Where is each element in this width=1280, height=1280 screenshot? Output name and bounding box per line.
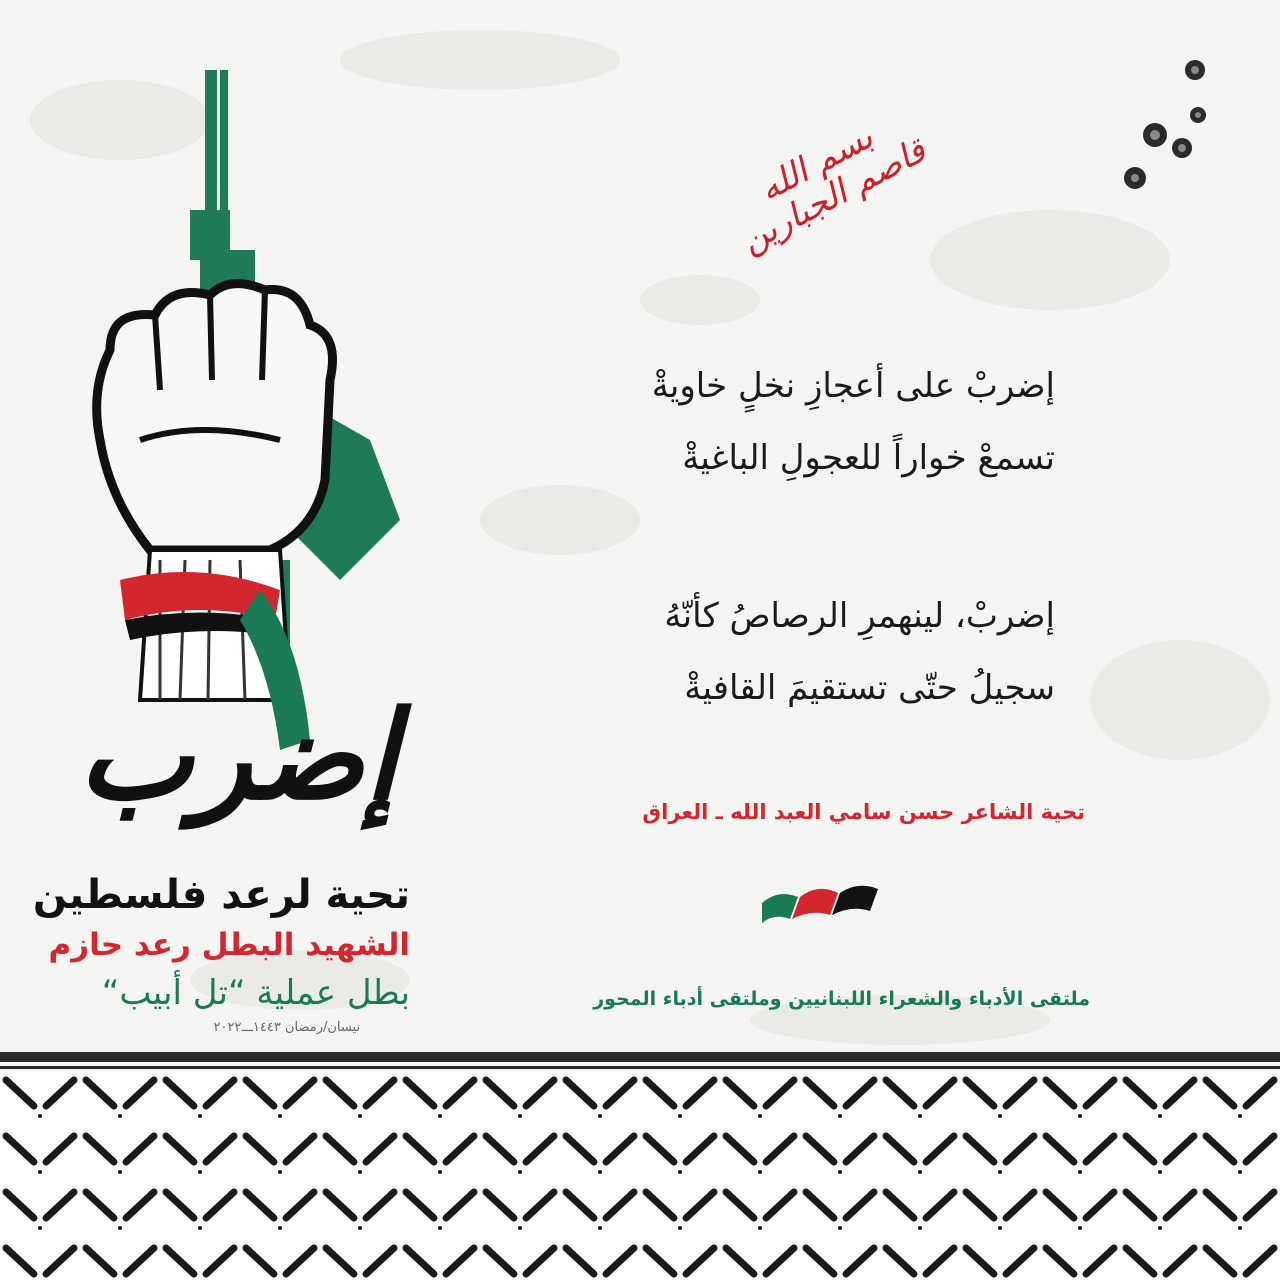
operation-title: بطل عملية “تل أبيب“ xyxy=(101,973,410,1013)
verse-1: إضربْ على أعجازِ نخلٍ خاويةْ xyxy=(651,366,1055,406)
verse-2: تسمعْ خواراً للعجولِ الباغيةْ xyxy=(682,438,1055,478)
verse-3: إضربْ، لينهمرِ الرصاصُ كأنّهُ xyxy=(664,596,1055,636)
verse-4: سجيلُ حتّى تستقيمَ القافيةْ xyxy=(684,668,1055,708)
bullet-hole-icon xyxy=(1110,50,1220,200)
date-line: نيسان/رمضان ١٤٤٣ـــ٢٠٢٢ xyxy=(213,1020,360,1035)
main-calligraphy-word: إضرب xyxy=(78,683,398,827)
headline: تحية لرعد فلسطين xyxy=(32,872,410,918)
poet-tribute: تحية الشاعر حسن سامي العبد الله ـ العراق xyxy=(642,800,1085,824)
keffiyeh-pattern xyxy=(0,1072,1280,1280)
bismillah-calligraphy: بسم الله قاصم الجبارين xyxy=(734,116,933,262)
flag-icon xyxy=(760,885,880,927)
forum-credit: ملتقى الأدباء والشعراء اللبنانيين وملتقى أدباء المحور xyxy=(593,988,1090,1010)
poem xyxy=(355,350,1055,724)
martyr-name: الشهيد البطل رعد حازم xyxy=(48,927,410,963)
divider-line xyxy=(0,1066,1280,1069)
left-text-block xyxy=(30,868,410,1038)
divider-bar xyxy=(0,1052,1280,1062)
